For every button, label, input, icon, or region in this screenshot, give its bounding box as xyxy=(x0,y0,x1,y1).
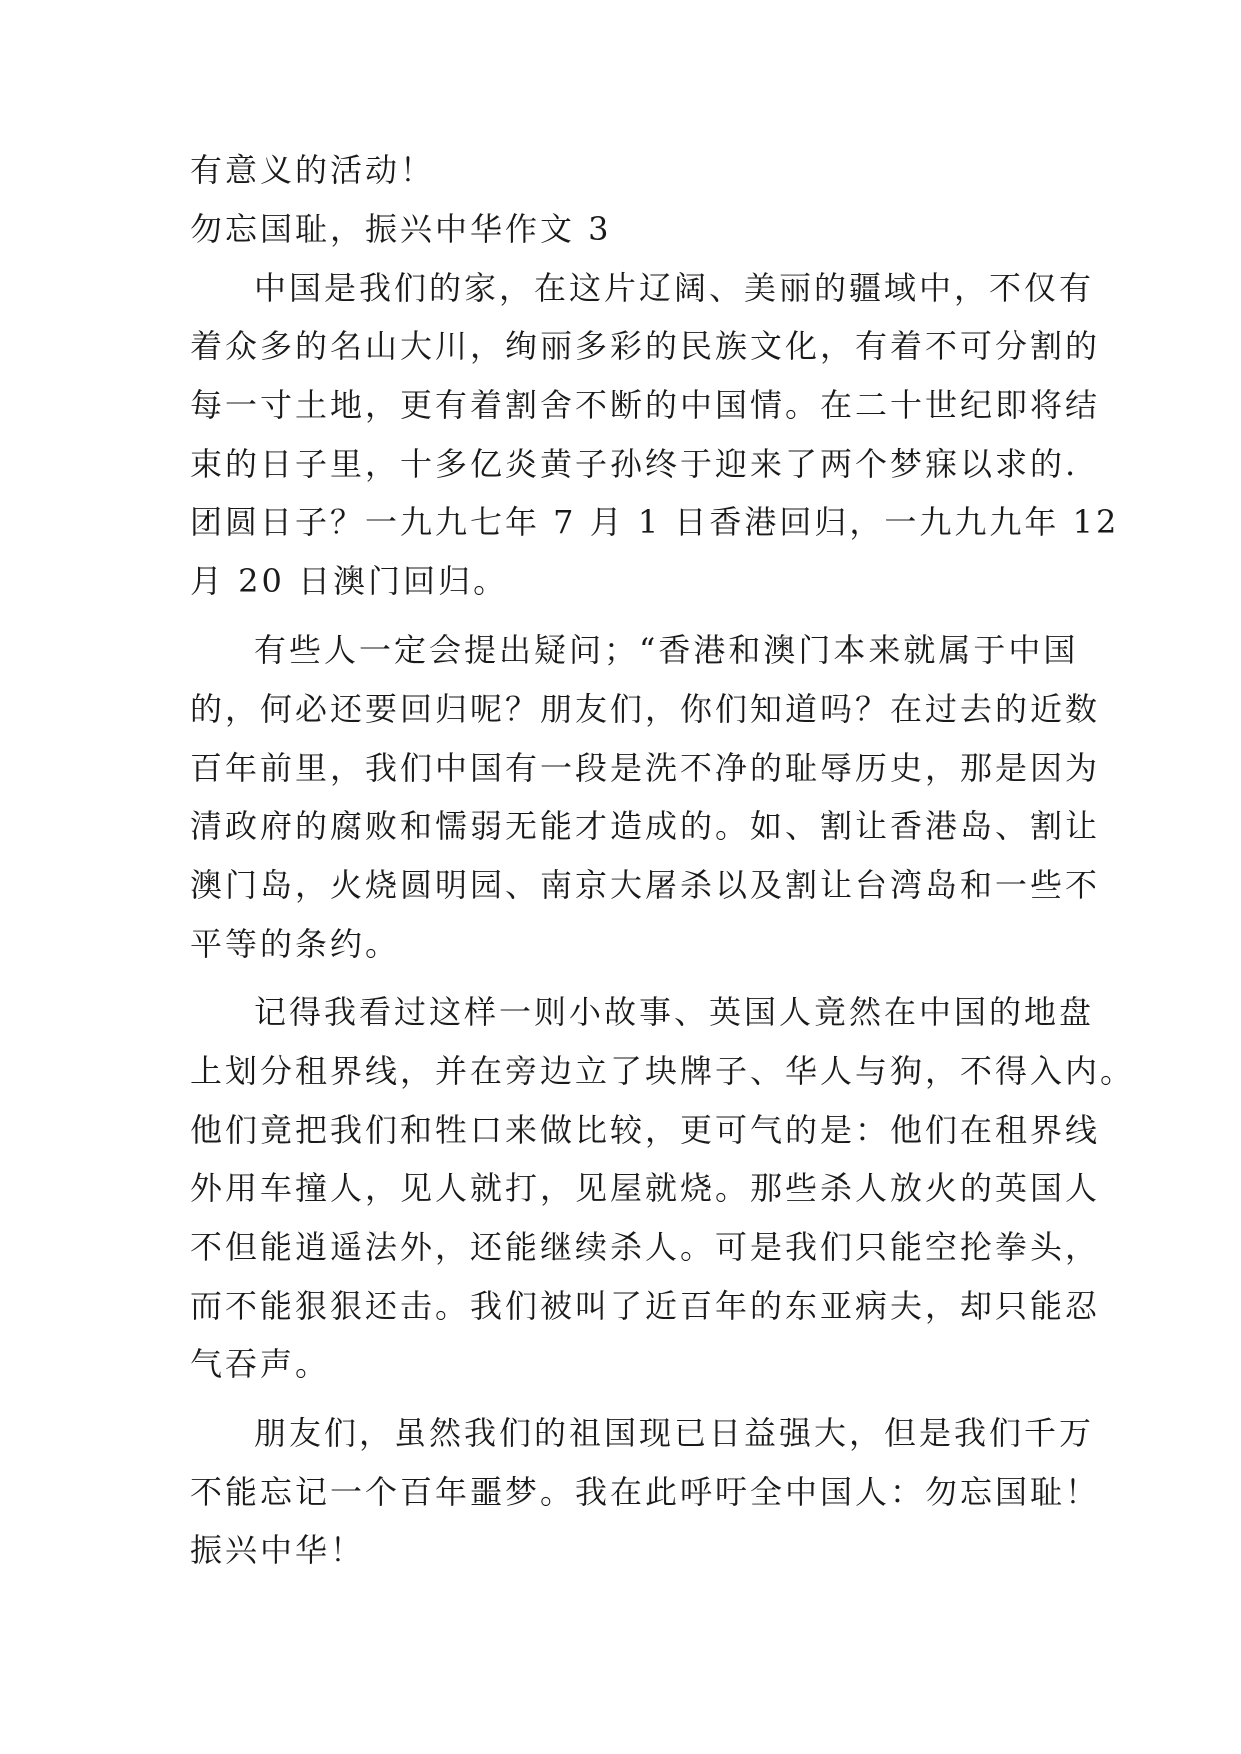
paragraph-3-line-1: 记得我看过这样一则小故事、英国人竟然在中国的地盘 xyxy=(254,993,1095,1031)
paragraph-3-line-2: 上划分租界线，并在旁边立了块牌子、华人与狗，不得入内。 xyxy=(190,1052,1136,1090)
paragraph-1-line-6: 月 20 日澳门回归。 xyxy=(190,562,509,600)
paragraph-3-line-4: 外用车撞人，见人就打，见屋就烧。那些杀人放火的英国人 xyxy=(190,1169,1101,1207)
paragraph-3-line-3: 他们竟把我们和牲口来做比较，更可气的是：他们在租界线 xyxy=(190,1111,1101,1149)
paragraph-1-line-5: 团圆日子？一九九七年 7 月 1 日香港回归，一九九九年 12 xyxy=(190,503,1120,541)
paragraph-3-line-6: 而不能狠狠还击。我们被叫了近百年的东亚病夫，却只能忍 xyxy=(190,1287,1101,1325)
text-line-continuation: 有意义的活动！ xyxy=(190,151,436,189)
paragraph-1-line-2: 着众多的名山大川，绚丽多彩的民族文化，有着不可分割的 xyxy=(190,327,1101,365)
paragraph-2-line-5: 澳门岛，火烧圆明园、南京大屠杀以及割让台湾岛和一些不 xyxy=(190,866,1101,904)
paragraph-4-line-1: 朋友们，虽然我们的祖国现已日益强大，但是我们千万 xyxy=(254,1414,1095,1452)
paragraph-2-line-1: 有些人一定会提出疑问；“香港和澳门本来就属于中国 xyxy=(254,631,1079,669)
paragraph-2-line-4: 清政府的腐败和懦弱无能才造成的。如、割让香港岛、割让 xyxy=(190,807,1101,845)
essay-title: 勿忘国耻，振兴中华作文 3 xyxy=(190,210,612,248)
paragraph-1-line-4: 束的日子里，十多亿炎黄子孙终于迎来了两个梦寐以求的. xyxy=(190,445,1079,483)
paragraph-1-line-1: 中国是我们的家，在这片辽阔、美丽的疆域中，不仅有 xyxy=(254,269,1095,307)
paragraph-1-line-3: 每一寸土地，更有着割舍不断的中国情。在二十世纪即将结 xyxy=(190,386,1101,424)
paragraph-3-line-7: 气吞声。 xyxy=(190,1345,331,1383)
paragraph-4-line-3: 振兴中华！ xyxy=(190,1531,366,1569)
paragraph-3-line-5: 不但能逍遥法外，还能继续杀人。可是我们只能空抡拳头， xyxy=(190,1228,1101,1266)
paragraph-2-line-6: 平等的条约。 xyxy=(190,925,401,963)
paragraph-4-line-2: 不能忘记一个百年噩梦。我在此呼吁全中国人：勿忘国耻！ xyxy=(190,1473,1101,1511)
paragraph-2-line-2: 的，何必还要回归呢？朋友们，你们知道吗？在过去的近数 xyxy=(190,690,1101,728)
paragraph-2-line-3: 百年前里，我们中国有一段是洗不净的耻辱历史，那是因为 xyxy=(190,749,1101,787)
